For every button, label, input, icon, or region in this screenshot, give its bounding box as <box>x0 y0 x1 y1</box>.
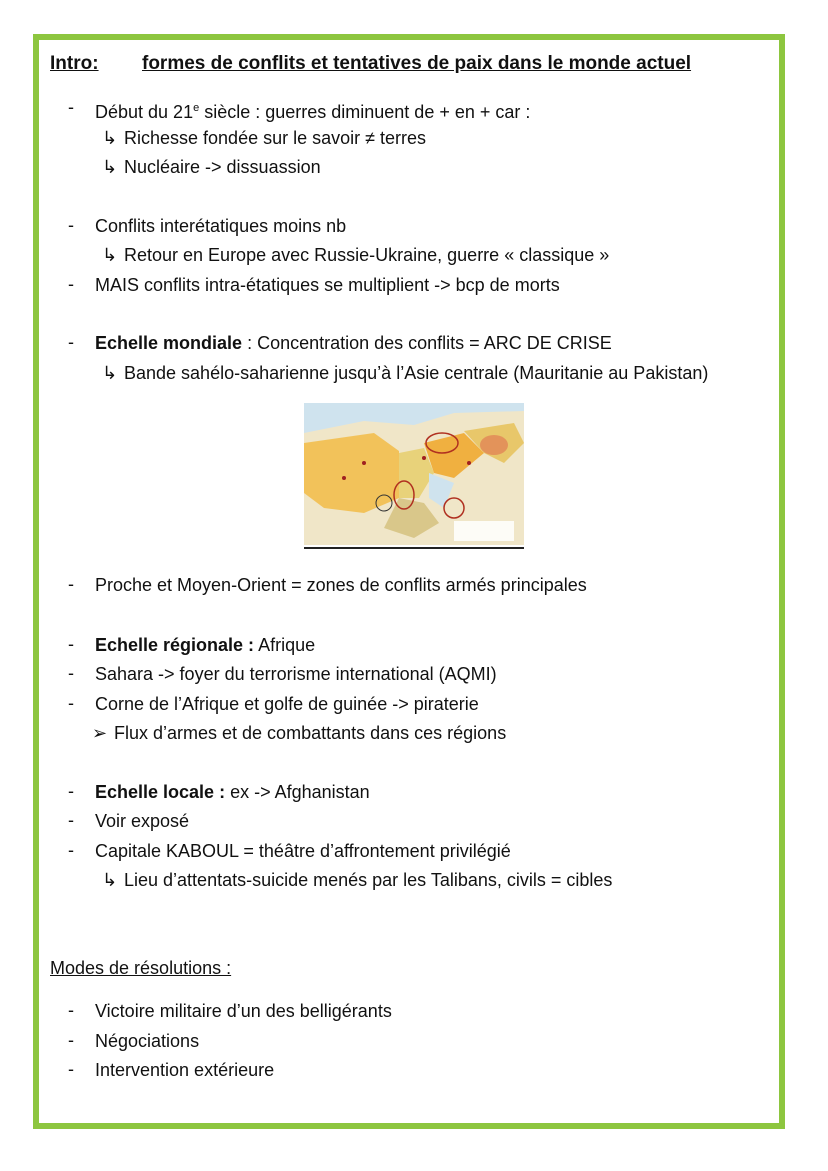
bullet-voir-expose: Voir exposé <box>95 811 190 831</box>
bullet-interetatiques: Conflits interétatiques moins nb <box>95 216 347 236</box>
arrow-icon: ↳ <box>102 363 118 383</box>
bullet-echelle-mondiale: Echelle mondiale : Concentration des conflits = ARC DE CRISE <box>95 333 612 353</box>
bullet-echelle-regionale: Echelle régionale : Afrique <box>95 635 316 655</box>
dash-bullet: - <box>68 215 74 235</box>
bullet-corne-afrique: Corne de l’Afrique et golfe de guinée -> piraterie <box>95 694 479 714</box>
list-item: Victoire militaire d’un des belligérants <box>95 1001 392 1021</box>
bullet-kaboul: Capitale KABOUL = théâtre d’affrontement privilégié <box>95 841 511 861</box>
bullet-echelle-locale: Echelle locale : ex -> Afghanistan <box>95 782 370 802</box>
dash-bullet: - <box>68 1000 74 1020</box>
dash-bullet: - <box>68 274 74 294</box>
sub-bande-sahelo: ↳ Bande sahélo-saharienne jusqu’à l’Asie centrale (Mauritanie au Pakistan) <box>102 363 709 383</box>
arrow-icon: ↳ <box>102 128 118 148</box>
arrow-icon: ↳ <box>102 870 118 890</box>
arrow-icon: ↳ <box>102 245 118 265</box>
dash-bullet: - <box>68 1030 74 1050</box>
dash-bullet: - <box>68 97 74 117</box>
dash-bullet: - <box>68 781 74 801</box>
sub-nucleaire: ↳ Nucléaire -> dissuassion <box>102 157 321 177</box>
dash-bullet: - <box>68 634 74 654</box>
dash-bullet: - <box>68 574 74 594</box>
sub-retour-europe: ↳ Retour en Europe avec Russie-Ukraine, guerre « classique » <box>102 245 610 265</box>
dash-bullet: - <box>68 810 74 830</box>
arrow-icon: ↳ <box>102 157 118 177</box>
dash-bullet: - <box>68 840 74 860</box>
dash-bullet: - <box>68 663 74 683</box>
map-underline <box>304 547 524 549</box>
list-item: Intervention extérieure <box>95 1060 275 1080</box>
dash-bullet: - <box>68 1059 74 1079</box>
sub-attentats: ↳ Lieu d’attentats-suicide menés par les Talibans, civils = cibles <box>102 870 613 890</box>
arc-de-crise-map <box>304 403 524 545</box>
bullet-sahara: Sahara -> foyer du terrorisme international (AQMI) <box>95 664 497 684</box>
bullet-intra-etatiques: MAIS conflits intra-étatiques se multiplient -> bcp de morts <box>95 275 560 295</box>
sub-flux-armes: ➢ Flux d’armes et de combattants dans ces régions <box>92 723 507 743</box>
dash-bullet: - <box>68 332 74 352</box>
sub-richesse: ↳ Richesse fondée sur le savoir ≠ terres <box>102 128 427 148</box>
triangle-icon: ➢ <box>92 723 108 743</box>
bullet-21e-siecle: Début du 21e siècle : guerres diminuent de + en + car : <box>95 102 531 122</box>
intro-label: Intro: <box>50 53 99 74</box>
dash-bullet: - <box>68 693 74 713</box>
bullet-proche-moyen-orient: Proche et Moyen-Orient = zones de conflits armés principales <box>95 575 587 595</box>
modes-heading: Modes de résolutions : <box>50 958 232 978</box>
page-title: formes de conflits et tentatives de paix dans le monde actuel <box>142 53 692 74</box>
list-item: Négociations <box>95 1031 200 1051</box>
